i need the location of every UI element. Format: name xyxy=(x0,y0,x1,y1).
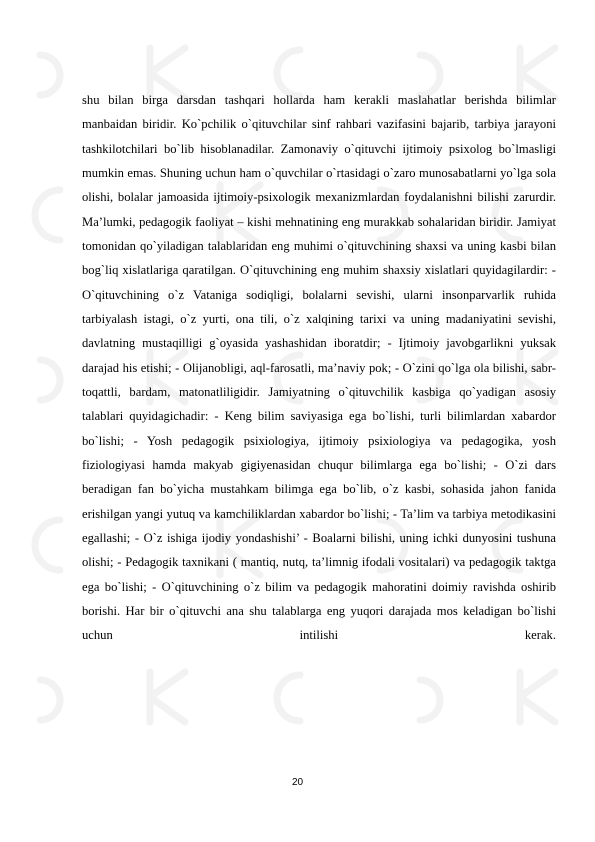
body-paragraph: shu bilan birga darsdan tashqari hollarda ham kerakli maslahatlar berishda bilimlar manbaidan biridir. Ko`pchilik o`qituvchilar sinf rahbari vazifasini bajarib, tarbiya jarayoni tashkilotchilari bo`lib hisoblanadilar. Zamonaviy o`qituvchi ijtimoiy psixolog bo`lmasligi mumkin emas. Shuning uchun ham o`quvchilar o`rtasidagi o`zaro munosabatlarni yo`lga sola olishi, bolalar jamoasida ijtimoiy-psixologik mexanizmlardan foydalanishni bilishi zarurdir. Ma’lumki, pedagogik faoliyat – kishi mehnatining eng murakkab sohalaridan biridir. Jamiyat tomonidan qo`yiladigan talablaridan eng muhimi o`qituvchining shaxsi va uning kasbi bilan bog`liq xislatlariga qaratilgan. O`qituvchining eng muhim shaxsiy xislatlari quyidagilardir: - O`qituvchining o`z Vataniga sodiqligi, bolalarni sevishi, ularni insonparvarlik ruhida tarbiyalash istagi, o`z yurti, ona tili, o`z xalqining tarixi va uning madaniyatini sevishi, davlatning mustaqilligi g`oyasida yashashidan iboratdir; - Ijtimoiy javobgarlikni yuksak darajad his etishi; - Olijanobligi, aql-farosatli, ma’naviy pok; - O`zini qo`lga ola bilishi, sabr-toqattli, bardam, matonatliligidir. Jamiyatning o`qituvchilik kasbiga qo`yadigan asosiy talablari quyidagichadir: - Keng bilim saviyasiga ega bo`lishi, turli bilimlardan xabardor bo`lishi; - Yosh pedagogik psixiologiya, ijtimoiy psixiologiya va pedagogika, yosh fiziologiyasi hamda makyab gigiyenasidan chuqur bilimlarga ega bo`lishi; - O`zi dars beradigan fan bo`yicha mustahkam bilimga ega bo`lib, o`z kasbi, sohasida jahon fanida erishilgan yangi yutuq va kamchiliklardan xabardor bo`lishi; - Ta’lim va tarbiya metodikasini egallashi; - O`z ishiga ijodiy yondashishi’ - Boalarni bilishi, uning ichki dunyosini tushuna olishi; - Pedagogik taxnikani ( mantiq, nutq, ta’limnig ifodali vositalari) va pedagogik taktga ega bo`lishi; - O`qituvchining o`z bilim va pedagogik mahoratini doimiy ravishda oshirib borishi. Har bir o`qituvchi ana shu talablarga eng yuqori darajada mos keladigan bo`lishi uchun intilishi kerak. xyxy=(82,93,556,643)
page-number: 20 xyxy=(291,777,304,788)
